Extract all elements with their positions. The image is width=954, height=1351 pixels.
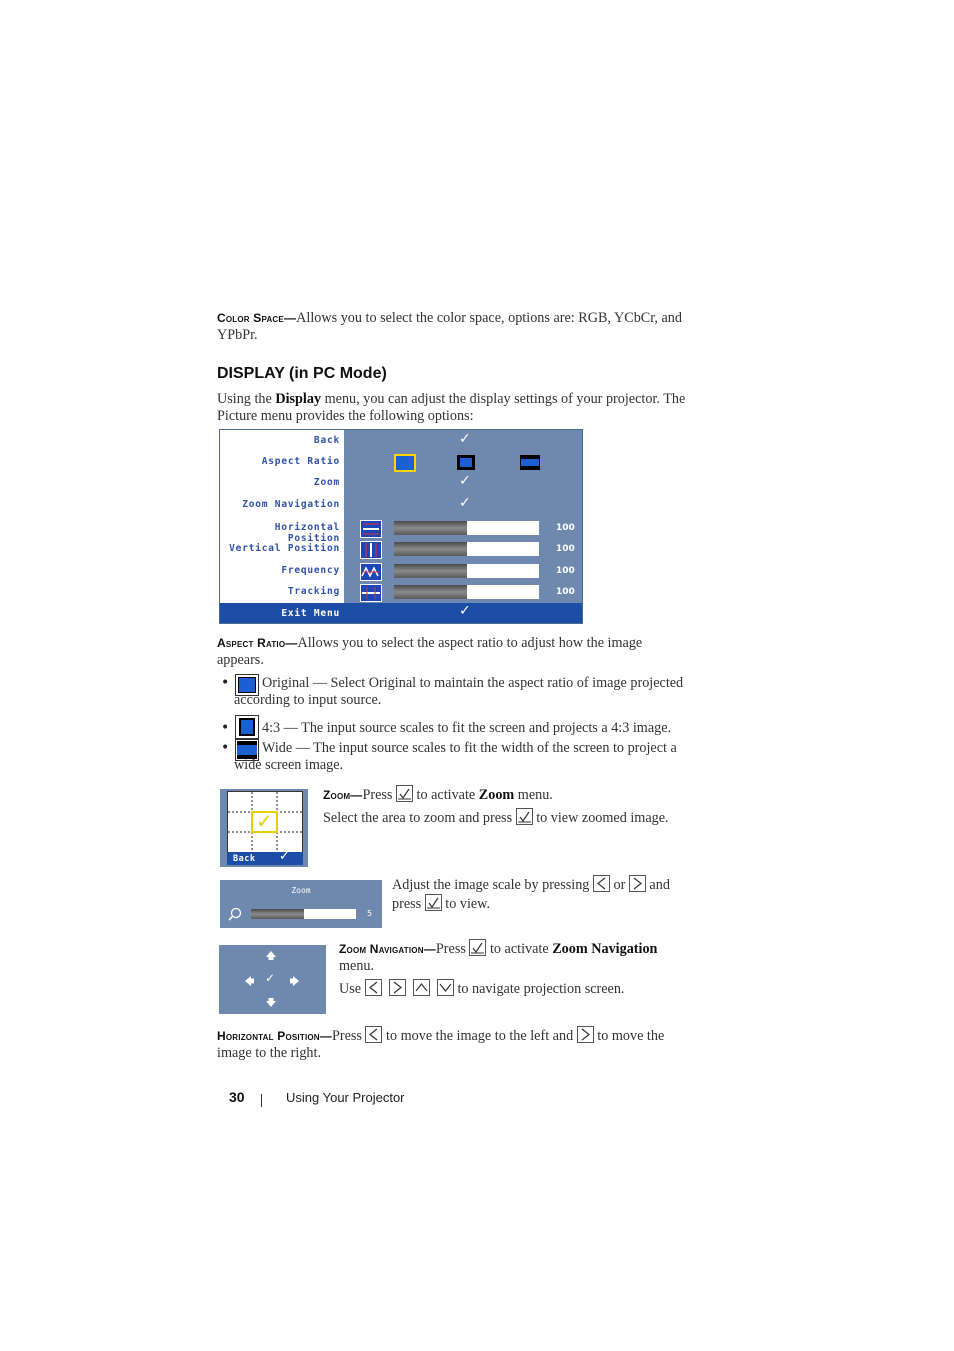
tracking-value: 100 xyxy=(556,587,575,597)
zoom-paragraph: Zoom—Press to activate Zoom menu. xyxy=(323,787,553,803)
aspect-ratio-paragraph: Aspect Ratio—Allows you to select the aspect ratio to adjust how the image appears. xyxy=(217,635,643,668)
color-space-text-2: YPbPr. xyxy=(217,327,258,343)
zoom-navigation-use: Use to navigate projection screen. xyxy=(339,981,625,997)
aspect-original-icon[interactable] xyxy=(394,454,416,472)
zoom-back-bar[interactable] xyxy=(227,849,303,865)
zoom-navigation-paragraph: Zoom Navigation—Press to activate Zoom Navigation menu. xyxy=(339,941,658,974)
zoom-slider-screenshot xyxy=(220,880,382,928)
zoom-line2: Select the area to zoom and press to view zoomed image. xyxy=(323,810,669,826)
bullet-original: Original — Select Original to maintain the aspect ratio of image projected according to input source. xyxy=(234,675,684,708)
right-arrow-button-icon xyxy=(629,875,646,892)
osd-item-horizontal-position[interactable]: Horizontal Position xyxy=(274,522,340,544)
zoom-area-check-icon: ✓ xyxy=(256,809,273,833)
page-number: 30 xyxy=(229,1089,245,1105)
osd-item-frequency[interactable]: Frequency xyxy=(281,565,340,576)
exit-menu-label[interactable]: Exit Menu xyxy=(281,608,340,619)
horizontal-position-slider[interactable] xyxy=(394,521,539,535)
zoom-scale-paragraph: Adjust the image scale by pressing or and press to view. xyxy=(392,877,670,912)
display-intro: Using the Display menu, you can adjust the display settings of your projector. The Picture menu provides the following options: xyxy=(217,391,686,424)
vertical-position-slider[interactable] xyxy=(394,542,539,556)
select-button-icon xyxy=(516,808,533,825)
check-icon: ✓ xyxy=(459,473,471,489)
check-icon: ✓ xyxy=(279,849,290,864)
bullet-4-3: 4:3 — The input source scales to fit the screen and projects a 4:3 image. xyxy=(262,720,672,736)
osd-item-aspect-ratio[interactable]: Aspect Ratio xyxy=(261,456,340,467)
tracking-icon xyxy=(360,584,382,602)
select-button-icon xyxy=(469,939,486,956)
footer-divider xyxy=(261,1094,262,1107)
aspect-ratio-term: Aspect Ratio xyxy=(217,636,286,650)
bullet-wide: Wide — The input source scales to fit the width of the screen to project a wide screen image. xyxy=(234,740,677,773)
vertical-position-icon xyxy=(360,541,382,559)
zoom-slider-title: Zoom xyxy=(291,886,311,895)
zoom-level-slider[interactable] xyxy=(251,909,356,919)
magnifier-icon xyxy=(228,906,242,920)
horizontal-position-value: 100 xyxy=(556,523,575,533)
up-arrow-button-icon xyxy=(413,979,430,996)
section-heading: DISPLAY (in PC Mode) xyxy=(217,365,387,382)
right-arrow-button-icon xyxy=(389,979,406,996)
right-arrow-button-icon xyxy=(577,1026,594,1043)
footer-section-title: Using Your Projector xyxy=(286,1090,405,1105)
tracking-slider[interactable] xyxy=(394,585,539,599)
aspect-wide-icon[interactable] xyxy=(520,455,540,470)
check-icon: ✓ xyxy=(265,971,276,985)
osd-item-back[interactable]: Back xyxy=(313,435,340,446)
osd-item-vertical-position[interactable]: Vertical Position xyxy=(229,543,340,554)
zoom-slider-value: 5 xyxy=(367,909,373,918)
zoom-back-label[interactable]: Back xyxy=(233,854,256,864)
select-button-icon xyxy=(425,894,442,911)
frequency-icon xyxy=(360,563,382,581)
osd-item-zoom-navigation[interactable]: Zoom Navigation xyxy=(242,499,340,510)
aspect-4-3-icon xyxy=(235,715,259,739)
left-arrow-button-icon xyxy=(593,875,610,892)
zoom-navigation-screenshot xyxy=(219,945,326,1014)
zoom-navigation-term: Zoom Navigation xyxy=(339,942,424,956)
display-bold: Display xyxy=(275,391,322,407)
left-arrow-button-icon xyxy=(365,979,382,996)
display-osd-menu xyxy=(219,429,583,624)
horizontal-position-paragraph: Horizontal Position—Press to move the image to the left and to move the image to the right. xyxy=(217,1028,665,1061)
zoom-term: Zoom xyxy=(323,788,351,802)
check-icon: ✓ xyxy=(459,603,471,619)
exit-menu-bar[interactable] xyxy=(220,603,582,623)
check-icon: ✓ xyxy=(459,431,471,447)
down-arrow-button-icon xyxy=(437,979,454,996)
osd-item-tracking[interactable]: Tracking xyxy=(287,586,340,597)
frequency-value: 100 xyxy=(556,566,575,576)
zoom-grid-screenshot xyxy=(220,789,308,867)
check-icon: ✓ xyxy=(459,495,471,511)
aspect-4-3-icon[interactable] xyxy=(457,455,475,470)
frequency-slider[interactable] xyxy=(394,564,539,578)
color-space-text: Allows you to select the color space, options are: RGB, YCbCr, and xyxy=(296,310,682,326)
color-space-paragraph: Color Space—Allows you to select the color space, options are: RGB, YCbCr, and YPbPr. xyxy=(217,310,682,343)
left-arrow-button-icon xyxy=(365,1026,382,1043)
color-space-term: Color Space xyxy=(217,311,284,325)
select-button-icon xyxy=(396,785,413,802)
vertical-position-value: 100 xyxy=(556,544,575,554)
horizontal-position-term: Horizontal Position xyxy=(217,1029,320,1043)
osd-item-zoom[interactable]: Zoom xyxy=(313,477,340,488)
horizontal-position-icon xyxy=(360,520,382,538)
